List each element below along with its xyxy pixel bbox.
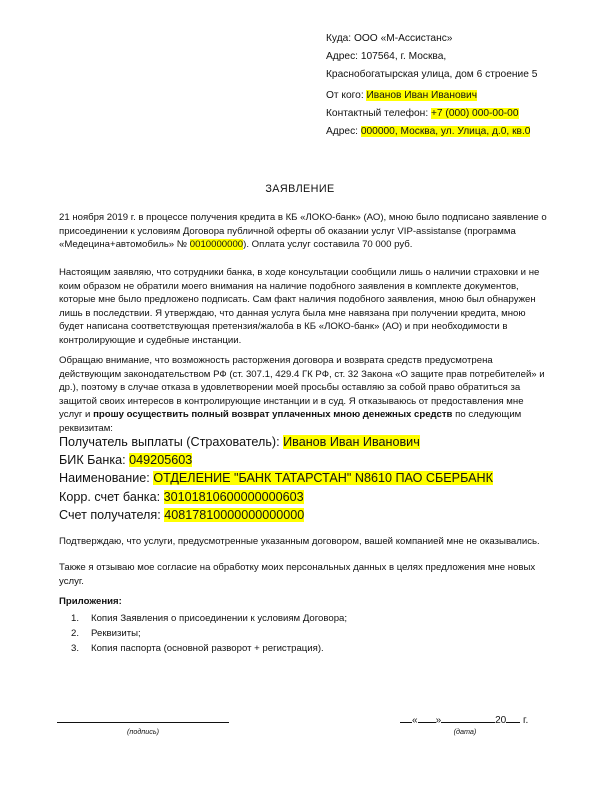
signature-line (57, 722, 229, 723)
requisite-row (59, 469, 549, 487)
paragraph-statement: Настоящим заявляю, что сотрудники банка, в ходе консультации сообщили лишь о наличии страховки и не коим образом не обратили моего внимания на наличие подобного заявления в комплекте документов, которые мне было предложено подписать. Сам факт наличия подобного заявления, мною был обнаружен лишь в последствии. Я утверждаю, что данная услуга была мне навязана при получении кредита, мною будет написана соответствующая претензия/жалоба в КБ «ЛОКО-банк» (АО) и при необходимости в контролирующие и судебные инстанции. (59, 267, 540, 346)
contract-number: 0010000000 (189, 239, 244, 251)
requisite-value: 30101810600000000603 (163, 489, 304, 504)
list-item-text: Копия Заявления о присоединении к условиям Договора; (91, 613, 348, 624)
date-month-blank (441, 713, 495, 723)
paragraph-consent: Также я отзываю мое согласие на обработку моих персональных данных в целях предложения мне новых услуг. (59, 562, 536, 587)
requisite-value: Иванов Иван Иванович (283, 435, 420, 449)
paragraph-legal (59, 354, 549, 436)
attachments-list (59, 612, 549, 657)
requisite-row (59, 451, 549, 469)
requisite-label: Наименование: (59, 471, 154, 486)
list-item-number: 3. (70, 643, 79, 654)
date-year: 20 (495, 715, 507, 726)
date-open-quote: « (412, 715, 418, 726)
requisite-label: Счет получателя: (59, 507, 165, 522)
sender-phone (326, 105, 591, 123)
paragraph-legal-text: Обращаю внимание, что возможность расторжения договора и возврата средств предусмотрена действующим законодательством РФ (ст. 307.1, 429.4 ГК РФ, ст. 32 Закона «О защите прав потребителей» и др.), поэтому в случае отказа в удовлетворении моей просьбы оставляю за собой право обратиться за защитой своих интересов в контролирующие инстанции и в суд. Я отказываюсь от предоставления мне услуг и (59, 355, 545, 421)
requisite-label: Получатель выплаты (Страхователь): (59, 435, 284, 449)
sender-address-value: 000000, Москва, ул. Улица, д.0, кв.0 (360, 126, 531, 137)
list-item (59, 627, 549, 642)
addressee-to: Куда: ООО «М-Ассистанс» (326, 33, 453, 44)
date-close-quote: » (435, 715, 442, 726)
list-item-number: 2. (70, 628, 79, 639)
requisite-label: БИК Банка: (59, 453, 130, 468)
requisite-label: Корр. счет банка: (59, 489, 164, 504)
date-caption: (дата) (453, 727, 477, 736)
paragraph-legal-end: по следующим реквизитам: (59, 409, 522, 434)
requisites-block (59, 433, 549, 524)
sender-from (326, 87, 591, 105)
date-year-blank (506, 713, 520, 723)
list-item (59, 642, 549, 657)
sender-address-label: Адрес: (326, 126, 361, 137)
paragraph-confirmation: Подтверждаю, что услуги, предусмотренные указанным договором, вашей компанией мне не оказывались. (59, 536, 540, 547)
addressee-address-line1: Адрес: 107564, г. Москва, (326, 51, 447, 62)
requisite-row (59, 433, 549, 451)
requisite-value: 40817810000000000000 (164, 507, 305, 522)
sender-phone-label: Контактный телефон: (326, 108, 431, 119)
sender-from-label: От кого: (326, 90, 367, 101)
requisite-value: 049205603 (129, 453, 193, 468)
sender-phone-value: +7 (000) 000-00-00 (430, 108, 519, 119)
date-line (400, 713, 528, 728)
addressee-address-line2: Краснобогатырская улица, дом 6 строение 5 (326, 69, 538, 80)
paragraph-legal-bold: прошу осуществить полный возврат уплаченных мною денежных средств (93, 409, 453, 421)
date-day-blank (418, 713, 436, 723)
addressee-block (326, 30, 591, 84)
requisite-row (59, 506, 549, 524)
document-title: ЗАЯВЛЕНИЕ (265, 183, 335, 195)
sender-from-value: Иванов Иван Иванович (366, 90, 478, 101)
date-suffix: г. (520, 715, 529, 726)
list-item-text: Копия паспорта (основной разворот + регистрация). (91, 643, 324, 654)
paragraph-contract-text: 21 ноября 2019 г. в процессе получения кредита в КБ «ЛОКО-банк» (АО), мною было подписано заявление о присоединении к условиям Договора публичной оферты об оказании услуг VIP-assistanse (программа «Медецина+автомобиль» № (59, 212, 547, 251)
requisite-row (59, 488, 549, 506)
requisite-value: ОТДЕЛЕНИЕ "БАНК ТАТАРСТАН" N8610 ПАО СБЕРБАНК (153, 471, 493, 486)
signature-caption: (подпись) (126, 727, 160, 736)
sender-address (326, 123, 591, 141)
sender-block (326, 87, 591, 141)
list-item (59, 612, 549, 627)
list-item-number: 1. (70, 613, 79, 624)
list-item-text: Реквизиты; (91, 628, 141, 639)
date-blank-prefix (400, 713, 412, 723)
attachments-title: Приложения: (59, 596, 122, 607)
paragraph-contract-end: ). Оплата услуг составила 70 000 руб. (243, 239, 413, 251)
paragraph-contract (59, 211, 549, 252)
